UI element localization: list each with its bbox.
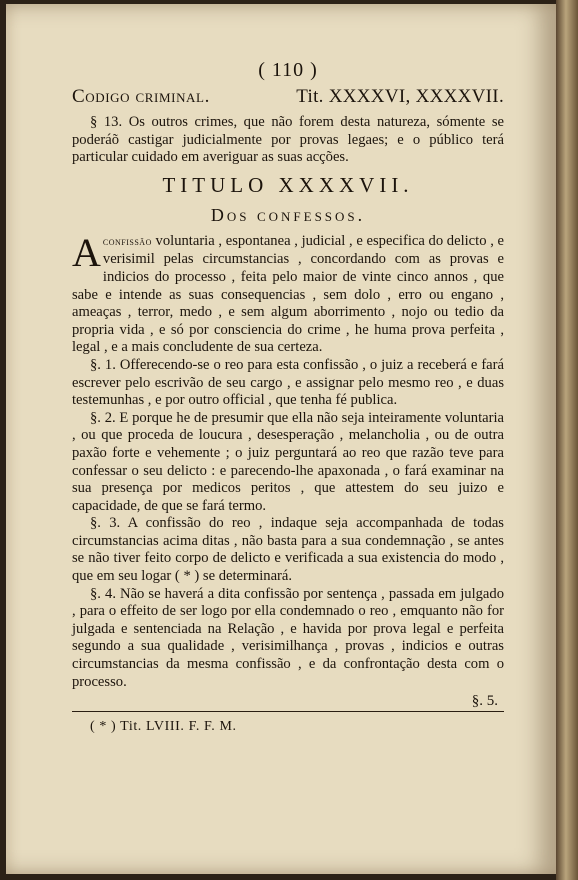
running-header-left: Codigo criminal.: [72, 86, 210, 107]
title-subheading: Dos confessos.: [210, 204, 366, 225]
footnote: ( * ) Tit. LVIII. F. F. M.: [90, 719, 237, 735]
paragraph-2: §. 2. E porque he de presumir que ella não seja inteiramente voluntaria , ou que proceda de loucura , desesperação , melancholia , ou de outra paxão forte e vehemente ; o juiz perguntará ao reo que razão teve para confessar o seu delicto : e parecendo-lhe apaxonada , o fará examinar na sua presença por medicos peritos , que attestem do seu juizo e capacidade, de que se fará termo.: [72, 409, 504, 514]
running-header: [72, 84, 504, 110]
intro-text: voluntaria , espontanea , judicial , e especifica do delicto , e verisimil pelas circumstancias , concordando com as provas e indicios do processo , feita pelo maior de vinte cinco annos , que sabe e intende as suas consequencias , sem dolo , erro ou engano , ameaças , terror, medo , e sem algum aborrimento , nojo ou tedio da propria vida , e só por consciencia do crime , he huma prova perfeita , legal , e a mais concludente de sua certeza.: [72, 232, 504, 356]
paragraph-1: §. 1. Offerecendo-se o reo para esta confissão , o juiz a receberá e fará escrever pelo escrivão de seu cargo , e assignar pelo mesmo reo , e duas testemunhas , e por outro official , que tenha fé publica.: [72, 356, 504, 409]
running-header-right: Tit. XXXXVI, XXXXVII.: [296, 86, 504, 107]
intro-paragraph: [72, 229, 504, 357]
book-gutter: [556, 0, 578, 880]
paragraph-3: §. 3. A confissão do reo , indaque seja accompanhada de todas circumstancias acima ditas , não basta para a sua condemnação , se antes se não tiver feito corpo de delicto e verificada a sua existencia do modo , que em seu logar ( * ) se determinará.: [72, 515, 504, 585]
drop-cap: A: [72, 229, 101, 275]
paragraph-4: §. 4. Não se haverá a dita confissão por sentença , passada em julgado , para o effeito de ser logo por ella condemnado o reo , emquanto não for julgada e sentenciada na Relação , e havida por prova legal e perfeita segundo a sua qualidade , verisimilhança , provas , indicios e outras circumstancias da mesma confissão , e da confrontação desta com o processo.: [72, 585, 504, 690]
book-page: [6, 4, 558, 874]
paragraph-13: § 13. Os outros crimes, que não forem desta natureza, sómente se poderáõ castigar judicialmente por provas legaes; e o público terá particular cuidado em averiguar as suas acções.: [72, 114, 504, 166]
title-heading: TITULO XXXXVII.: [162, 172, 414, 197]
page-text: [72, 58, 504, 736]
intro-lead-word: confissão: [102, 235, 152, 248]
catchword: §. 5.: [72, 691, 504, 712]
page-number: ( 110 ): [258, 59, 318, 81]
